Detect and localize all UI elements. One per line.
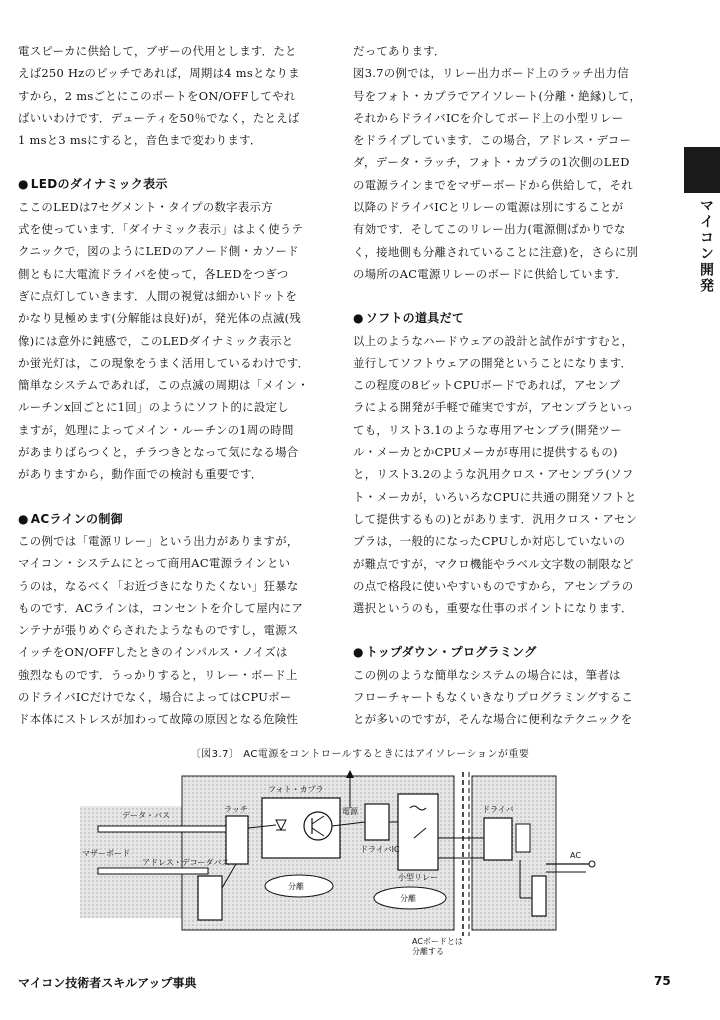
text-line: ここのLEDは7セグメント・タイプの数字表示方 xyxy=(18,199,273,214)
section-heading-led: ● LEDのダイナミック表示 xyxy=(18,177,168,192)
driver-ic-block xyxy=(365,804,389,840)
text-line: 選択というのも，重要な仕事のポイントになります． xyxy=(353,601,633,616)
text-line: イッチをON/OFFしたときのインパルス・ノイズは xyxy=(18,645,288,660)
label-ac-driver: ドライバ xyxy=(482,805,514,814)
text-line: く，接地側も分離されていることに注意)を，さらに別 xyxy=(353,244,639,259)
bullet-icon: ● xyxy=(18,511,29,526)
ac-relay-coil-icon xyxy=(516,824,530,852)
text-line: フローチャートもなくいきなりプログラミングするこ xyxy=(353,690,634,705)
footer-book-title: マイコン技術者スキルアップ事典 xyxy=(18,976,197,990)
text-line: 簡単なシステムであれば，この点滅の周期は「メイン・ xyxy=(18,378,309,393)
text-line: 以上のようなハードウェアの設計と試作がすすむと， xyxy=(353,333,634,348)
text-line: えば250 Hzのピッチであれば，周期は4 msとなりま xyxy=(18,66,300,81)
label-ac: AC xyxy=(570,851,581,860)
text-line: ブラは，一般的になったCPUしか対応していないの xyxy=(353,534,626,549)
label-motherboard: マザーボード xyxy=(82,849,130,858)
label-latch: ラッチ xyxy=(224,805,248,814)
text-line: 図3.7の例では，リレー出力ボード上のラッチ出力信 xyxy=(353,66,629,81)
text-line: 電スピーカに供給して，ブザーの代用とします．たと xyxy=(18,44,297,58)
text-line: の電源ラインまでをマザーボードから供給して，それ xyxy=(353,177,634,192)
text-line: 号をフォト・カプラでアイソレート(分離・絶縁)して， xyxy=(353,88,642,103)
text-line: ダ，データ・ラッチ，フォト・カプラの1次側のLED xyxy=(353,155,630,170)
label-address-bus: アドレス・デコーダバス xyxy=(142,858,230,867)
ac-driver-block xyxy=(484,818,512,860)
text-line: この例では「電源リレー」という出力がありますが， xyxy=(18,533,299,548)
section-body-led xyxy=(18,196,334,486)
text-line: ばいいわけです．デューティを50％でなく，たとえば xyxy=(18,110,300,125)
text-line: をドライブしています．この場合，アドレス・デコー xyxy=(353,133,632,148)
text-line: ものです．ACラインは，コンセントを介して屋内にア xyxy=(18,600,304,615)
continuation-paragraph xyxy=(353,40,669,285)
section-body-software-tools xyxy=(353,330,669,620)
label-power: 電源 xyxy=(342,807,358,816)
text-line: うのは，なるべく「お近づきになりたくない」狂暴な xyxy=(18,578,299,593)
label-isolation-1: 分離 xyxy=(288,882,304,891)
text-line: のドライバICだけでなく，場合によってはCPUボー xyxy=(18,690,292,705)
text-line: 1 msと3 msにすると，音色まで変わります． xyxy=(18,133,262,148)
text-line: ますが，処理によってメイン・ルーチンの1周の時間 xyxy=(18,422,294,437)
text-line: マイコン・システムにとって商用AC電源ラインとい xyxy=(18,556,291,571)
label-photo-coupler: フォト・カプラ xyxy=(268,785,324,794)
latch-block xyxy=(226,816,248,864)
power-arrow-icon xyxy=(346,770,354,778)
text-line: 式を使っています．「ダイナミック表示」はよく使うテ xyxy=(18,222,304,237)
chapter-tab-label: マイコン開発 xyxy=(698,198,714,294)
text-line: がありますから，動作面での検討も重要です． xyxy=(18,467,263,482)
text-line: の場所のAC電源リレーのボードに供給しています． xyxy=(353,266,627,281)
right-column xyxy=(353,40,669,731)
text-line: それからドライバICを介してボード上の小型リレー xyxy=(353,110,624,125)
text-line: かなり見極めます(分解能は良好)が，発光体の点滅(残 xyxy=(18,311,302,326)
label-driver-ic: ドライバIC xyxy=(360,845,400,854)
section-body-ac-line xyxy=(18,530,334,731)
address-decoder-block xyxy=(198,876,222,920)
text-line: ンテナが張りめぐらされたようなものですし，電源ス xyxy=(18,623,299,638)
label-isolation-2: 分離 xyxy=(400,894,416,903)
text-line: 側ともに大電流ドライバを使って，各LEDをつぎつ xyxy=(18,266,289,281)
small-relay-block xyxy=(398,794,438,870)
text-line: ド本体にストレスが加わって故障の原因となる危険性 xyxy=(18,712,299,727)
section-heading-software-tools: ● ソフトの道具だて xyxy=(353,311,465,326)
text-line: クニックで，図のようにLEDのアノード側・カソード xyxy=(18,244,299,259)
text-line: ル・メーカとかCPUメーカが専用に提供するもの) xyxy=(353,445,618,460)
section-heading-ac-line: ● ACラインの制御 xyxy=(18,511,123,526)
text-line: ラによる開発が手軽で確実ですが，アセンブラといっ xyxy=(353,400,634,415)
text-line: か蛍光灯は，この現象をうまく活用しているわけです． xyxy=(18,355,310,370)
data-bus-line xyxy=(98,826,228,832)
section-body-top-down xyxy=(353,664,669,731)
isolation-circuit-diagram xyxy=(80,768,600,958)
phototransistor-icon xyxy=(304,812,332,840)
bullet-icon: ● xyxy=(18,177,29,192)
ac-outlet-icon xyxy=(532,876,546,916)
text-line: 像)には意外に鈍感で，このLEDダイナミック表示と xyxy=(18,333,294,348)
figure-caption: 〔図3.7〕 AC電源をコントロールするときにはアイソレーションが重要 xyxy=(190,749,530,760)
text-line: この程度の8ビットCPUボードであれば，アセンブ xyxy=(353,378,621,393)
ac-plug-icon xyxy=(589,861,595,867)
text-line: ト・メーカが，いろいろなCPUに共通の開発ソフトと xyxy=(353,489,637,504)
text-line: があまりばらつくと，チラつきとなって気になる場合 xyxy=(18,445,299,460)
chapter-tab-marker xyxy=(684,147,720,193)
section-heading-top-down: ● トップダウン・プログラミング xyxy=(353,645,537,660)
text-line: ルーチンx回ごとに1回」のようにソフト的に設定し xyxy=(18,400,289,415)
text-line: 強烈なものです．うっかりすると，リレー・ボード上 xyxy=(18,667,298,682)
text-line: とが多いのですが，そんな場合に便利なテクニックを xyxy=(353,712,633,727)
text-line: して提供するもの)とがあります．汎用クロス・アセン xyxy=(353,511,638,526)
text-line: 以降のドライバICとリレーの電源は別にすることが xyxy=(353,200,624,215)
label-ac-board-note-1: ACボードとは xyxy=(412,937,463,946)
text-line: 並行してソフトウェアの開発ということになります． xyxy=(353,355,633,370)
page-number: 75 xyxy=(654,974,671,988)
address-bus-line xyxy=(98,868,208,874)
left-column xyxy=(18,40,334,731)
intro-paragraph xyxy=(18,40,334,151)
label-data-bus: データ・バス xyxy=(122,811,170,820)
label-small-relay: 小型リレー xyxy=(398,873,438,882)
text-line: の点で格段に使いやすいものですから，アセンブラの xyxy=(353,578,634,593)
label-ac-board-note-2: 分離する xyxy=(412,947,444,956)
bullet-icon: ● xyxy=(353,645,364,660)
text-line: すから，2 msごとにこのポートをON/OFFしてやれ xyxy=(18,88,296,103)
text-line: だってあります． xyxy=(353,44,446,58)
text-line: この例のような簡単なシステムの場合には，筆者は xyxy=(353,667,621,682)
bullet-icon: ● xyxy=(353,311,364,326)
text-line: が難点ですが，マクロ機能やラベル文字数の制限など xyxy=(353,556,634,571)
text-line: と，リスト3.2のような汎用クロス・アセンブラ(ソフ xyxy=(353,467,634,482)
text-line: ぎに点灯していきます．人間の視覚は細かいドットを xyxy=(18,288,298,303)
text-line: ても，リスト3.1のような専用アセンブラ(開発ツー xyxy=(353,422,622,437)
text-line: 有効です．そしてこのリレー出力(電源側ばかりでな xyxy=(353,222,626,237)
